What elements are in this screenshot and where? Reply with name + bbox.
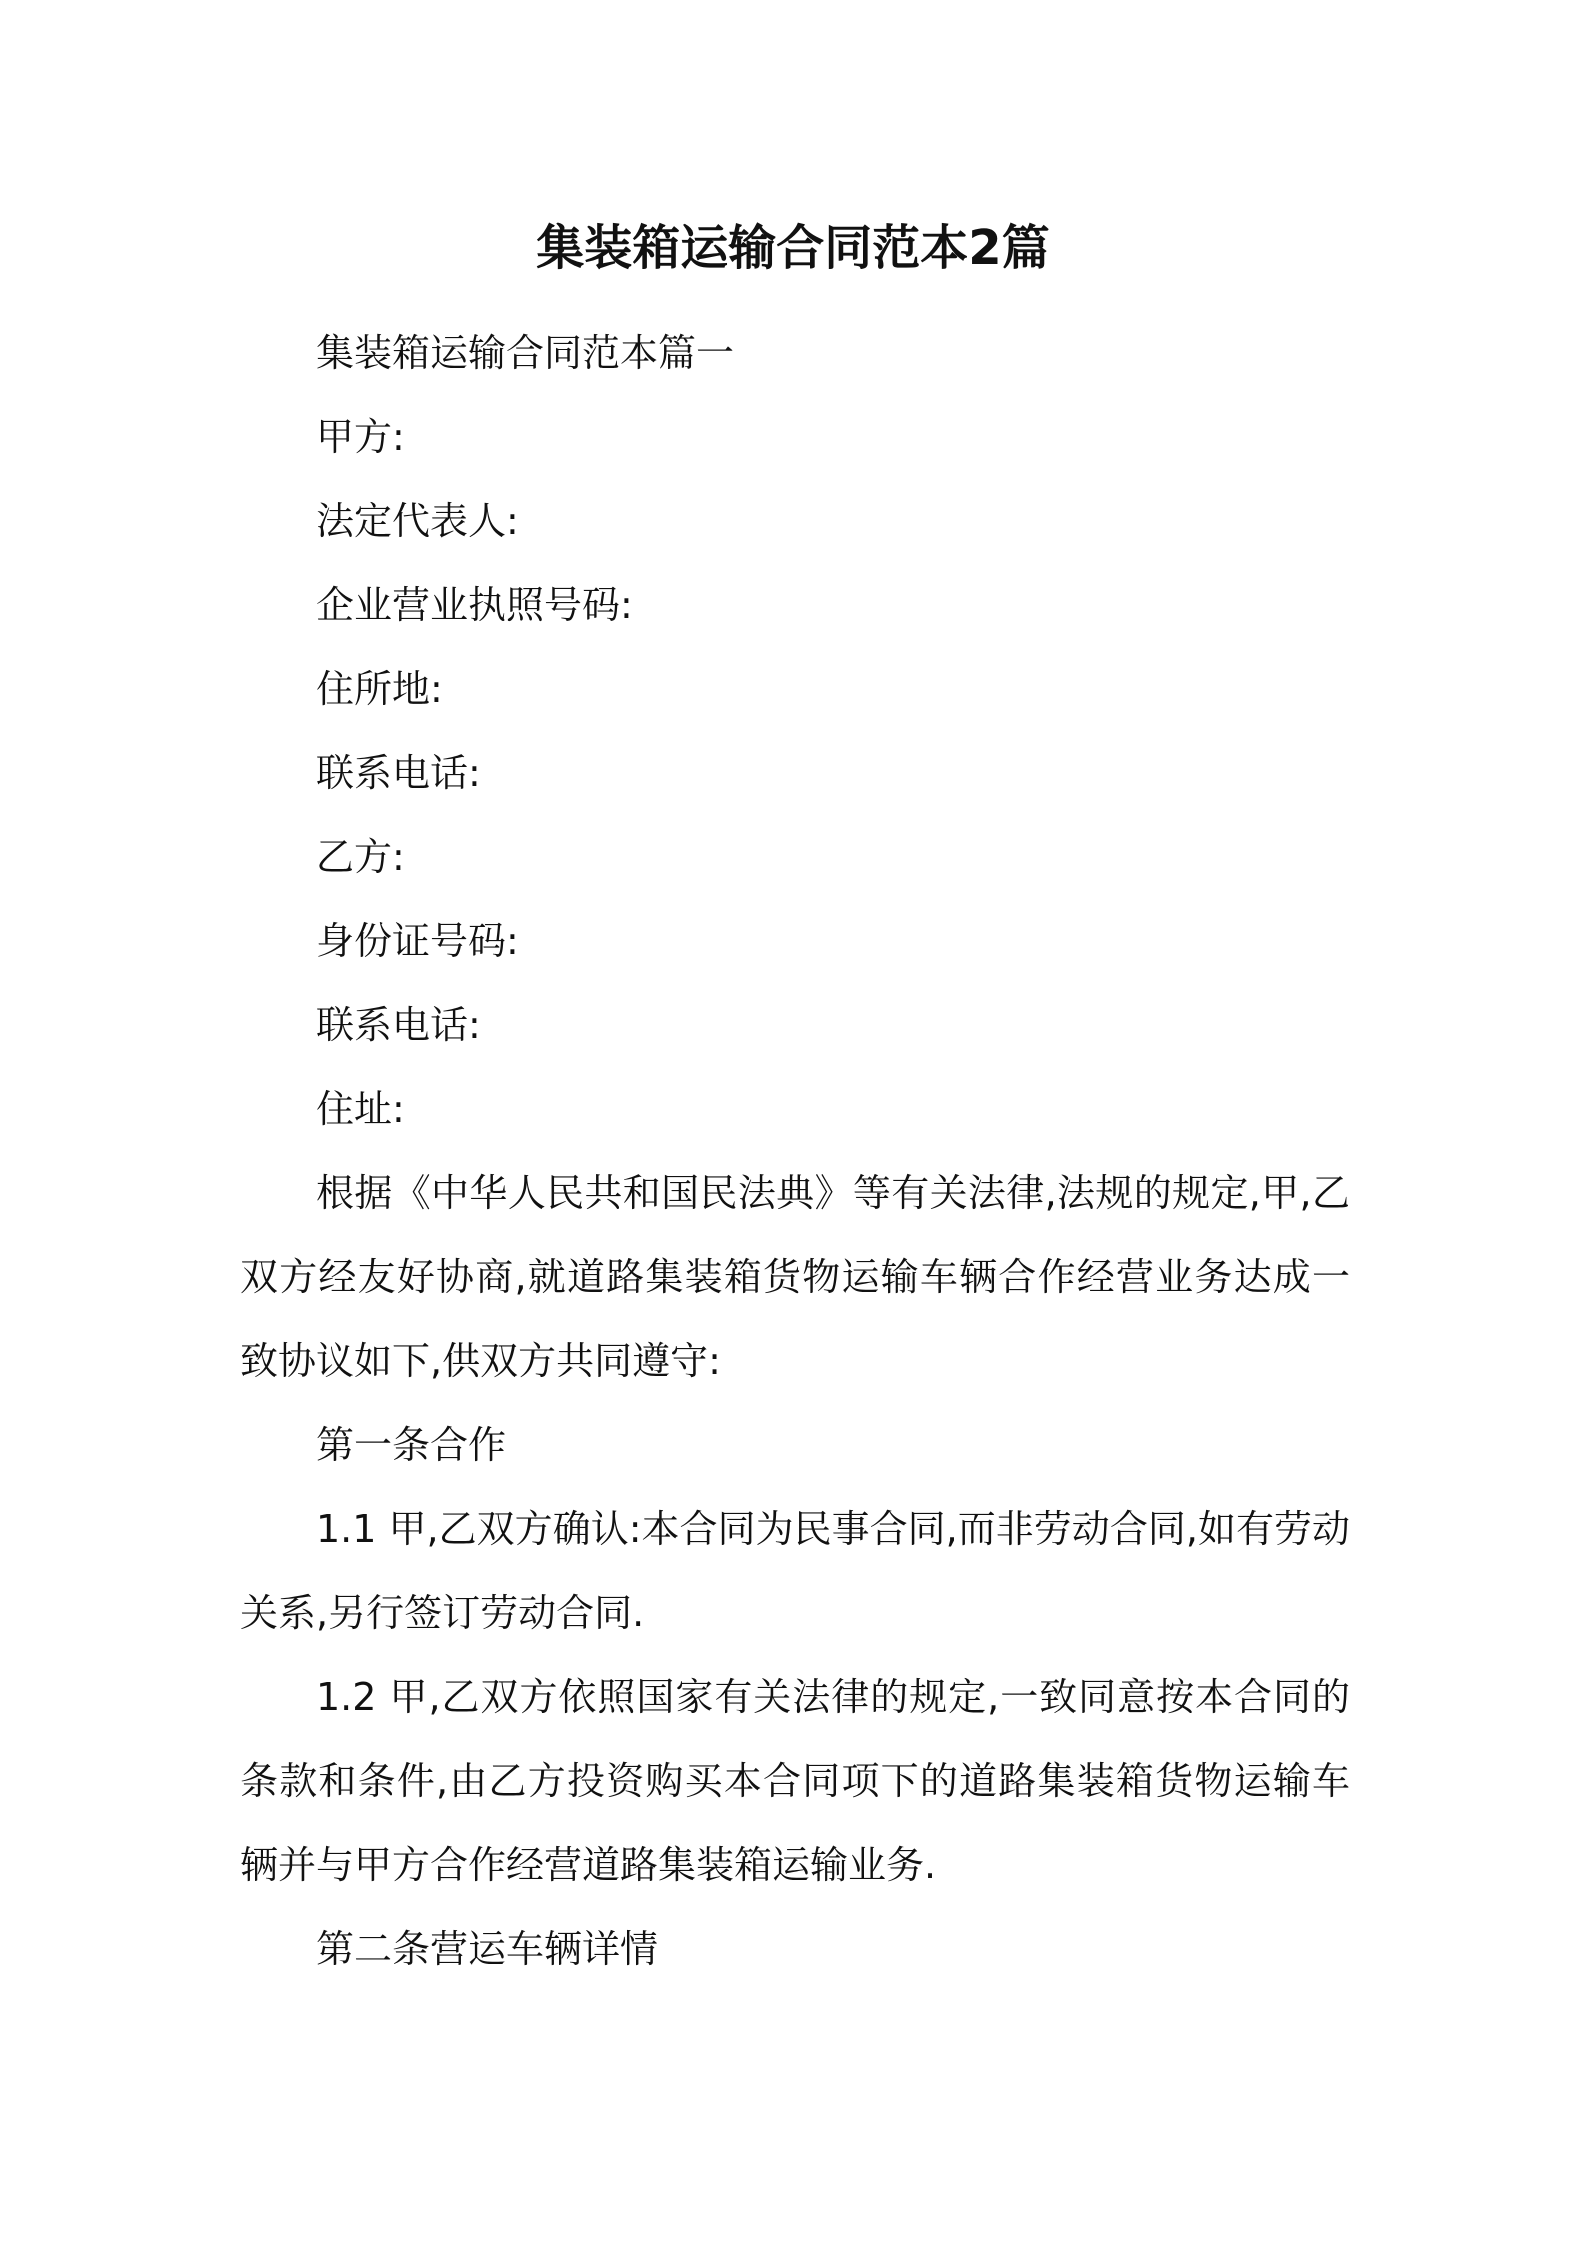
party-a-address-label: 住所地: [316, 667, 443, 711]
party-b-address-label: 住址: [316, 1087, 405, 1131]
party-b-phone-label: 联系电话: [316, 1003, 481, 1047]
article-1-heading: 第一条合作 [316, 1423, 507, 1467]
section-heading: 集装箱运输合同范本篇一 [316, 331, 735, 375]
party-a-phone-label: 联系电话: [316, 751, 481, 795]
article-2-heading: 第二条营运车辆详情 [316, 1927, 659, 1971]
clause-1-2-paragraph: 1.2 甲,乙双方依照国家有关法律的规定,一致同意按本合同的条款和条件,由乙方投资购买本合同项下的道路集装箱货物运输车辆并与甲方合作经营道路集装箱运输业务. [240, 1675, 1350, 1887]
party-b-id-label: 身份证号码: [316, 919, 519, 963]
party-a-label: 甲方: [316, 415, 405, 459]
clause-1-1-paragraph: 1.1 甲,乙双方确认:本合同为民事合同,而非劳动合同,如有劳动关系,另行签订劳动合同. [240, 1507, 1350, 1635]
party-a-legal-rep-label: 法定代表人: [316, 499, 519, 543]
preamble-paragraph: 根据《中华人民共和国民法典》等有关法律,法规的规定,甲,乙双方经友好协商,就道路集装箱货物运输车辆合作经营业务达成一致协议如下,供双方共同遵守: [240, 1171, 1350, 1383]
party-a-license-label: 企业营业执照号码: [316, 583, 633, 627]
document-title: 集装箱运输合同范本2篇 [536, 220, 1050, 276]
party-b-label: 乙方: [316, 835, 405, 879]
